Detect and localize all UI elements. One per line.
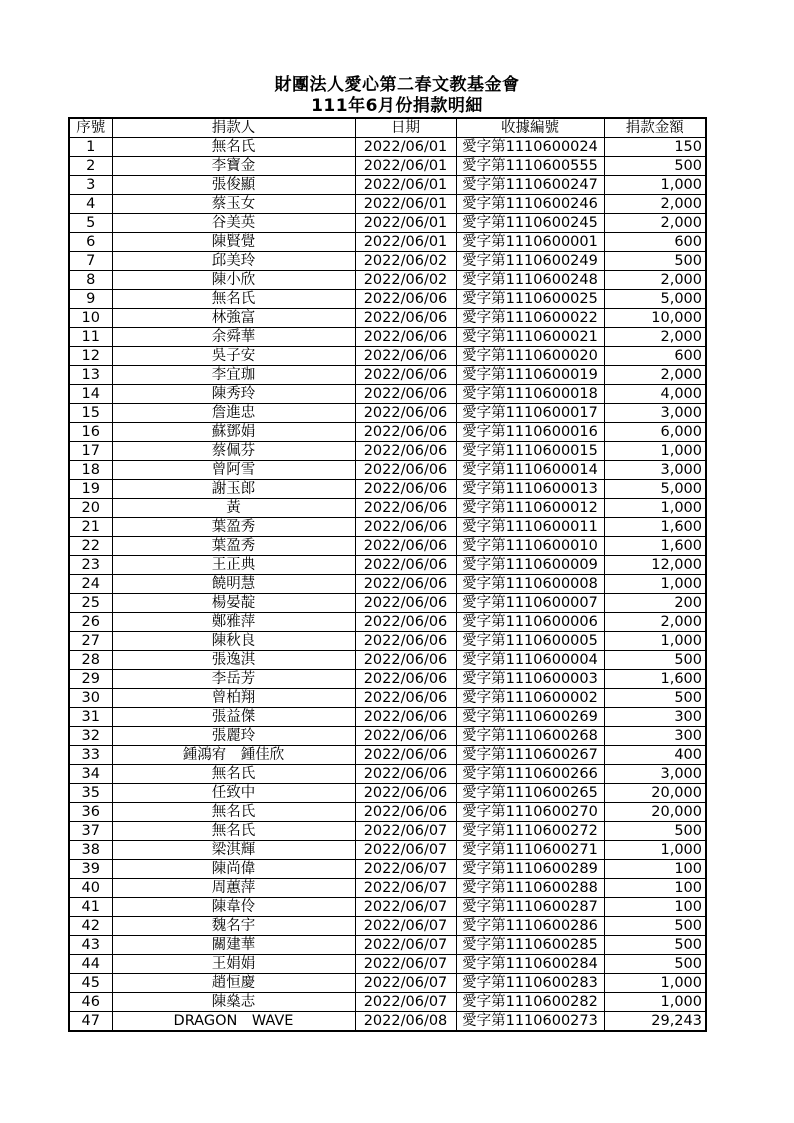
cell-donor: 李宜珈 <box>112 366 355 385</box>
cell-date: 2022/06/07 <box>355 898 456 917</box>
cell-donor: 謝玉郎 <box>112 480 355 499</box>
cell-amount: 5,000 <box>604 290 706 309</box>
cell-serial: 33 <box>69 746 112 765</box>
cell-serial: 28 <box>69 651 112 670</box>
cell-date: 2022/06/06 <box>355 442 456 461</box>
cell-serial: 24 <box>69 575 112 594</box>
cell-receipt: 愛字第1110600268 <box>456 727 604 746</box>
cell-serial: 34 <box>69 765 112 784</box>
table-row <box>69 385 706 404</box>
cell-amount: 1,000 <box>604 442 706 461</box>
cell-date: 2022/06/06 <box>355 651 456 670</box>
cell-serial: 46 <box>69 993 112 1012</box>
cell-receipt: 愛字第1110600020 <box>456 347 604 366</box>
cell-receipt: 愛字第1110600267 <box>456 746 604 765</box>
cell-amount: 1,000 <box>604 841 706 860</box>
cell-receipt: 愛字第1110600017 <box>456 404 604 423</box>
cell-receipt: 愛字第1110600005 <box>456 632 604 651</box>
cell-amount: 1,000 <box>604 176 706 195</box>
cell-date: 2022/06/06 <box>355 613 456 632</box>
table-row <box>69 898 706 917</box>
cell-amount: 100 <box>604 898 706 917</box>
cell-amount: 3,000 <box>604 461 706 480</box>
cell-date: 2022/06/07 <box>355 993 456 1012</box>
cell-amount: 500 <box>604 917 706 936</box>
cell-serial: 32 <box>69 727 112 746</box>
cell-amount: 200 <box>604 594 706 613</box>
table-row <box>69 233 706 252</box>
cell-receipt: 愛字第1110600266 <box>456 765 604 784</box>
cell-amount: 1,600 <box>604 670 706 689</box>
table-row <box>69 271 706 290</box>
table-row <box>69 803 706 822</box>
table-row <box>69 157 706 176</box>
cell-donor: 李岳芳 <box>112 670 355 689</box>
cell-serial: 10 <box>69 309 112 328</box>
table-row <box>69 252 706 271</box>
cell-amount: 12,000 <box>604 556 706 575</box>
cell-donor: 鍾鴻宥 鍾佳欣 <box>112 746 355 765</box>
cell-donor: 李寶金 <box>112 157 355 176</box>
cell-date: 2022/06/07 <box>355 841 456 860</box>
cell-date: 2022/06/01 <box>355 176 456 195</box>
cell-date: 2022/06/07 <box>355 974 456 993</box>
cell-serial: 22 <box>69 537 112 556</box>
table-row <box>69 176 706 195</box>
cell-amount: 1,600 <box>604 518 706 537</box>
cell-donor: 無名氏 <box>112 290 355 309</box>
cell-date: 2022/06/07 <box>355 917 456 936</box>
cell-receipt: 愛字第1110600289 <box>456 860 604 879</box>
cell-date: 2022/06/06 <box>355 290 456 309</box>
cell-date: 2022/06/02 <box>355 252 456 271</box>
cell-amount: 20,000 <box>604 784 706 803</box>
cell-serial: 27 <box>69 632 112 651</box>
cell-donor: 陳燊志 <box>112 993 355 1012</box>
cell-serial: 31 <box>69 708 112 727</box>
cell-serial: 42 <box>69 917 112 936</box>
cell-receipt: 愛字第1110600269 <box>456 708 604 727</box>
cell-amount: 10,000 <box>604 309 706 328</box>
table-row <box>69 537 706 556</box>
cell-date: 2022/06/06 <box>355 708 456 727</box>
donation-table <box>68 117 707 1032</box>
cell-date: 2022/06/06 <box>355 499 456 518</box>
cell-date: 2022/06/06 <box>355 556 456 575</box>
table-row <box>69 860 706 879</box>
cell-donor: 葉盈秀 <box>112 537 355 556</box>
table-row <box>69 518 706 537</box>
column-header-serial: 序號 <box>69 118 112 138</box>
cell-receipt: 愛字第1110600012 <box>456 499 604 518</box>
cell-date: 2022/06/06 <box>355 594 456 613</box>
cell-serial: 13 <box>69 366 112 385</box>
cell-date: 2022/06/06 <box>355 461 456 480</box>
table-row <box>69 689 706 708</box>
cell-donor: 周蕙萍 <box>112 879 355 898</box>
cell-serial: 17 <box>69 442 112 461</box>
cell-receipt: 愛字第1110600270 <box>456 803 604 822</box>
cell-serial: 7 <box>69 252 112 271</box>
cell-receipt: 愛字第1110600024 <box>456 138 604 157</box>
cell-amount: 100 <box>604 879 706 898</box>
document-title: 財團法人愛心第二春文教基金會 <box>274 75 520 95</box>
cell-amount: 2,000 <box>604 613 706 632</box>
cell-date: 2022/06/07 <box>355 822 456 841</box>
cell-date: 2022/06/01 <box>355 157 456 176</box>
cell-amount: 500 <box>604 955 706 974</box>
cell-donor: 鄭雅萍 <box>112 613 355 632</box>
table-row <box>69 404 706 423</box>
cell-receipt: 愛字第1110600003 <box>456 670 604 689</box>
cell-serial: 35 <box>69 784 112 803</box>
cell-amount: 150 <box>604 138 706 157</box>
cell-amount: 100 <box>604 860 706 879</box>
cell-receipt: 愛字第1110600287 <box>456 898 604 917</box>
cell-donor: 陳韋伶 <box>112 898 355 917</box>
cell-date: 2022/06/08 <box>355 1012 456 1032</box>
cell-donor: 陳秋良 <box>112 632 355 651</box>
cell-donor: 陳小欣 <box>112 271 355 290</box>
cell-serial: 40 <box>69 879 112 898</box>
cell-amount: 500 <box>604 689 706 708</box>
cell-serial: 4 <box>69 195 112 214</box>
cell-amount: 2,000 <box>604 214 706 233</box>
cell-donor: 蘇鄧娟 <box>112 423 355 442</box>
cell-donor: 張益傑 <box>112 708 355 727</box>
cell-receipt: 愛字第1110600019 <box>456 366 604 385</box>
cell-donor: 魏名宇 <box>112 917 355 936</box>
cell-amount: 3,000 <box>604 765 706 784</box>
cell-serial: 5 <box>69 214 112 233</box>
cell-donor: 無名氏 <box>112 138 355 157</box>
cell-receipt: 愛字第1110600021 <box>456 328 604 347</box>
cell-receipt: 愛字第1110600288 <box>456 879 604 898</box>
cell-serial: 15 <box>69 404 112 423</box>
table-row <box>69 366 706 385</box>
cell-donor: 王娟娟 <box>112 955 355 974</box>
cell-serial: 2 <box>69 157 112 176</box>
table-row <box>69 632 706 651</box>
cell-donor: 谷美英 <box>112 214 355 233</box>
cell-receipt: 愛字第1110600025 <box>456 290 604 309</box>
cell-receipt: 愛字第1110600011 <box>456 518 604 537</box>
cell-serial: 29 <box>69 670 112 689</box>
cell-amount: 1,000 <box>604 499 706 518</box>
cell-serial: 14 <box>69 385 112 404</box>
table-row <box>69 309 706 328</box>
column-header-date: 日期 <box>355 118 456 138</box>
cell-receipt: 愛字第1110600272 <box>456 822 604 841</box>
cell-receipt: 愛字第1110600284 <box>456 955 604 974</box>
cell-serial: 11 <box>69 328 112 347</box>
table-row <box>69 822 706 841</box>
cell-date: 2022/06/01 <box>355 195 456 214</box>
table-row <box>69 328 706 347</box>
cell-donor: 關建華 <box>112 936 355 955</box>
cell-serial: 21 <box>69 518 112 537</box>
cell-donor: 余舜華 <box>112 328 355 347</box>
cell-receipt: 愛字第1110600246 <box>456 195 604 214</box>
cell-serial: 8 <box>69 271 112 290</box>
table-row <box>69 670 706 689</box>
cell-donor: 葉盈秀 <box>112 518 355 537</box>
header-row <box>69 118 706 138</box>
cell-serial: 3 <box>69 176 112 195</box>
cell-receipt: 愛字第1110600006 <box>456 613 604 632</box>
cell-date: 2022/06/01 <box>355 233 456 252</box>
cell-receipt: 愛字第1110600016 <box>456 423 604 442</box>
cell-date: 2022/06/06 <box>355 765 456 784</box>
table-row <box>69 613 706 632</box>
cell-receipt: 愛字第1110600015 <box>456 442 604 461</box>
cell-amount: 20,000 <box>604 803 706 822</box>
cell-date: 2022/06/06 <box>355 309 456 328</box>
cell-serial: 45 <box>69 974 112 993</box>
cell-amount: 300 <box>604 708 706 727</box>
cell-receipt: 愛字第1110600004 <box>456 651 604 670</box>
cell-receipt: 愛字第1110600014 <box>456 461 604 480</box>
cell-donor: 任致中 <box>112 784 355 803</box>
cell-serial: 39 <box>69 860 112 879</box>
cell-serial: 12 <box>69 347 112 366</box>
cell-date: 2022/06/06 <box>355 518 456 537</box>
cell-amount: 2,000 <box>604 195 706 214</box>
cell-amount: 2,000 <box>604 366 706 385</box>
cell-serial: 18 <box>69 461 112 480</box>
cell-amount: 500 <box>604 822 706 841</box>
cell-amount: 600 <box>604 347 706 366</box>
cell-receipt: 愛字第1110600013 <box>456 480 604 499</box>
cell-donor: 楊晏靛 <box>112 594 355 613</box>
table-row <box>69 138 706 157</box>
cell-donor: 陳秀玲 <box>112 385 355 404</box>
table-row <box>69 423 706 442</box>
cell-serial: 37 <box>69 822 112 841</box>
cell-donor: 無名氏 <box>112 822 355 841</box>
cell-receipt: 愛字第1110600007 <box>456 594 604 613</box>
cell-donor: 曾阿雪 <box>112 461 355 480</box>
cell-serial: 43 <box>69 936 112 955</box>
cell-amount: 2,000 <box>604 328 706 347</box>
cell-date: 2022/06/06 <box>355 347 456 366</box>
cell-amount: 500 <box>604 252 706 271</box>
table-row <box>69 214 706 233</box>
cell-receipt: 愛字第1110600282 <box>456 993 604 1012</box>
table-row <box>69 936 706 955</box>
cell-serial: 16 <box>69 423 112 442</box>
cell-date: 2022/06/06 <box>355 328 456 347</box>
table-row <box>69 575 706 594</box>
table-row <box>69 556 706 575</box>
cell-receipt: 愛字第1110600247 <box>456 176 604 195</box>
cell-serial: 25 <box>69 594 112 613</box>
cell-donor: 無名氏 <box>112 765 355 784</box>
cell-receipt: 愛字第1110600273 <box>456 1012 604 1032</box>
cell-date: 2022/06/01 <box>355 214 456 233</box>
table-row <box>69 461 706 480</box>
column-header-receipt: 收據編號 <box>456 118 604 138</box>
column-header-donor: 捐款人 <box>112 118 355 138</box>
cell-date: 2022/06/06 <box>355 727 456 746</box>
table-row <box>69 841 706 860</box>
table-row <box>69 993 706 1012</box>
cell-amount: 500 <box>604 936 706 955</box>
cell-receipt: 愛字第1110600022 <box>456 309 604 328</box>
cell-date: 2022/06/06 <box>355 689 456 708</box>
cell-date: 2022/06/06 <box>355 575 456 594</box>
cell-amount: 1,000 <box>604 974 706 993</box>
document-subtitle: 111年6月份捐款明細 <box>311 96 483 116</box>
cell-serial: 41 <box>69 898 112 917</box>
table-row <box>69 708 706 727</box>
cell-serial: 44 <box>69 955 112 974</box>
cell-date: 2022/06/07 <box>355 860 456 879</box>
table-row <box>69 480 706 499</box>
cell-amount: 500 <box>604 157 706 176</box>
cell-amount: 600 <box>604 233 706 252</box>
cell-date: 2022/06/06 <box>355 803 456 822</box>
table-row <box>69 746 706 765</box>
cell-donor: 黃 <box>112 499 355 518</box>
cell-date: 2022/06/01 <box>355 138 456 157</box>
cell-receipt: 愛字第1110600002 <box>456 689 604 708</box>
cell-serial: 1 <box>69 138 112 157</box>
table-row <box>69 290 706 309</box>
cell-date: 2022/06/06 <box>355 385 456 404</box>
cell-amount: 500 <box>604 651 706 670</box>
cell-amount: 1,000 <box>604 632 706 651</box>
cell-date: 2022/06/07 <box>355 955 456 974</box>
table-header <box>69 118 706 138</box>
table-row <box>69 442 706 461</box>
cell-donor: 吳子安 <box>112 347 355 366</box>
cell-date: 2022/06/06 <box>355 537 456 556</box>
table-row <box>69 765 706 784</box>
cell-donor: DRAGON WAVE <box>112 1012 355 1032</box>
cell-date: 2022/06/02 <box>355 271 456 290</box>
table-row <box>69 347 706 366</box>
table-row <box>69 974 706 993</box>
cell-receipt: 愛字第1110600008 <box>456 575 604 594</box>
cell-amount: 300 <box>604 727 706 746</box>
cell-amount: 5,000 <box>604 480 706 499</box>
cell-donor: 林強富 <box>112 309 355 328</box>
table-body <box>69 138 706 1032</box>
cell-amount: 6,000 <box>604 423 706 442</box>
cell-donor: 蔡玉女 <box>112 195 355 214</box>
column-header-amount: 捐款金額 <box>604 118 706 138</box>
table-row <box>69 499 706 518</box>
cell-serial: 38 <box>69 841 112 860</box>
cell-serial: 47 <box>69 1012 112 1032</box>
cell-receipt: 愛字第1110600001 <box>456 233 604 252</box>
cell-donor: 無名氏 <box>112 803 355 822</box>
cell-amount: 29,243 <box>604 1012 706 1032</box>
cell-date: 2022/06/06 <box>355 404 456 423</box>
cell-date: 2022/06/06 <box>355 632 456 651</box>
cell-date: 2022/06/06 <box>355 670 456 689</box>
cell-donor: 陳尚偉 <box>112 860 355 879</box>
cell-receipt: 愛字第1110600283 <box>456 974 604 993</box>
cell-serial: 26 <box>69 613 112 632</box>
cell-donor: 詹進忠 <box>112 404 355 423</box>
cell-serial: 30 <box>69 689 112 708</box>
cell-donor: 蔡佩芬 <box>112 442 355 461</box>
cell-receipt: 愛字第1110600009 <box>456 556 604 575</box>
cell-amount: 1,000 <box>604 575 706 594</box>
cell-receipt: 愛字第1110600271 <box>456 841 604 860</box>
table-row <box>69 594 706 613</box>
cell-donor: 梁淇輝 <box>112 841 355 860</box>
cell-donor: 曾柏翔 <box>112 689 355 708</box>
table-row <box>69 195 706 214</box>
cell-date: 2022/06/06 <box>355 423 456 442</box>
cell-serial: 23 <box>69 556 112 575</box>
cell-donor: 張俊顯 <box>112 176 355 195</box>
cell-serial: 9 <box>69 290 112 309</box>
cell-receipt: 愛字第1110600018 <box>456 385 604 404</box>
table-row <box>69 879 706 898</box>
cell-date: 2022/06/06 <box>355 784 456 803</box>
cell-date: 2022/06/06 <box>355 480 456 499</box>
cell-date: 2022/06/06 <box>355 366 456 385</box>
cell-date: 2022/06/06 <box>355 746 456 765</box>
cell-receipt: 愛字第1110600010 <box>456 537 604 556</box>
cell-amount: 400 <box>604 746 706 765</box>
table-row <box>69 651 706 670</box>
cell-amount: 1,600 <box>604 537 706 556</box>
table-row <box>69 1012 706 1032</box>
cell-receipt: 愛字第1110600265 <box>456 784 604 803</box>
cell-receipt: 愛字第1110600249 <box>456 252 604 271</box>
cell-amount: 4,000 <box>604 385 706 404</box>
cell-donor: 饒明慧 <box>112 575 355 594</box>
table-row <box>69 727 706 746</box>
cell-donor: 張逸淇 <box>112 651 355 670</box>
cell-receipt: 愛字第1110600286 <box>456 917 604 936</box>
cell-receipt: 愛字第1110600555 <box>456 157 604 176</box>
table-row <box>69 955 706 974</box>
cell-receipt: 愛字第1110600285 <box>456 936 604 955</box>
cell-receipt: 愛字第1110600245 <box>456 214 604 233</box>
cell-amount: 1,000 <box>604 993 706 1012</box>
cell-date: 2022/06/07 <box>355 936 456 955</box>
cell-serial: 20 <box>69 499 112 518</box>
cell-serial: 19 <box>69 480 112 499</box>
cell-donor: 趙恒慶 <box>112 974 355 993</box>
cell-date: 2022/06/07 <box>355 879 456 898</box>
cell-receipt: 愛字第1110600248 <box>456 271 604 290</box>
cell-serial: 6 <box>69 233 112 252</box>
table-row <box>69 784 706 803</box>
cell-donor: 王正典 <box>112 556 355 575</box>
cell-donor: 陳賢覺 <box>112 233 355 252</box>
cell-amount: 3,000 <box>604 404 706 423</box>
cell-donor: 張麗玲 <box>112 727 355 746</box>
cell-donor: 邱美玲 <box>112 252 355 271</box>
cell-serial: 36 <box>69 803 112 822</box>
cell-amount: 2,000 <box>604 271 706 290</box>
table-row <box>69 917 706 936</box>
